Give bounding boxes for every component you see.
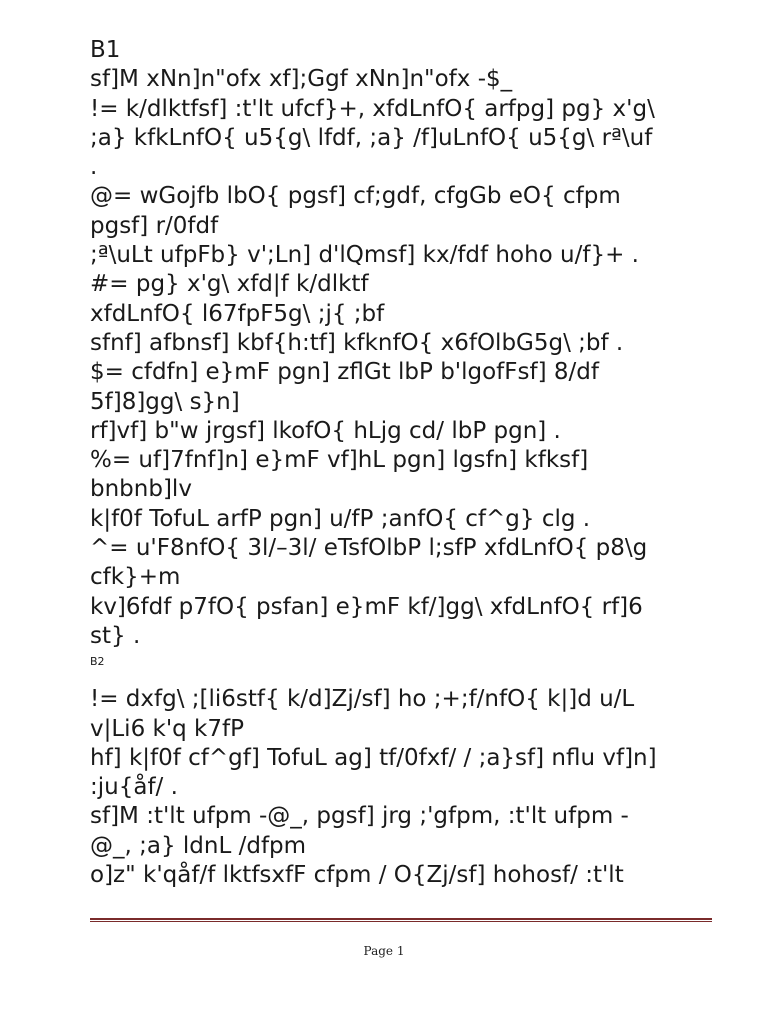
text-line: :ju{åf/ .: [90, 774, 178, 801]
text-line: bnbnb]lv: [90, 476, 192, 503]
footer-divider: [90, 918, 712, 922]
text-line: != dxfg\ ;[li6stf{ k/d]Zj/sf] ho ;+;f/nfO{ k|]d u/L: [90, 686, 635, 713]
section-heading-b2: B2: [90, 655, 105, 669]
text-line: o]z" k'qåf/f lktfsxfF cfpm / O{Zj/sf] hohosf/ :t'lt: [90, 862, 624, 889]
text-line: pgsf] r/0fdf: [90, 212, 219, 239]
text-line: sfnf] afbnsf] kbf{h:tf] kfknfO{ x6fOlbG5g\ ;bf .: [90, 329, 624, 356]
text-line: ;ª\uLt ufpFb} v';Ln] d'lQmsf] kx/fdf hoho u/f}+ .: [90, 242, 639, 269]
section-heading-b1: B1: [90, 37, 121, 63]
text-line: @= wGojfb lbO{ pgsf] cf;gdf, cfgGb eO{ cfpm: [90, 183, 621, 210]
page-number: Page 1: [363, 944, 405, 958]
text-line: #= pg} x'g\ xfd|f k/dlktf: [90, 271, 369, 298]
text-line: ^= u'F8nfO{ 3l/–3l/ eTsfOlbP l;sfP xfdLnfO{ p8\g: [90, 535, 648, 562]
document-body: [90, 36, 720, 890]
text-line: v|Li6 k'q k7fP: [90, 715, 244, 742]
text-line: cfk}+m: [90, 564, 181, 591]
text-line: hf] k|f0f cf^gf] TofuL ag] tf/0fxf/ / ;a}sf] nflu vf]n]: [90, 744, 657, 771]
text-line: sf]M xNn]n"ofx xf];Ggf xNn]n"ofx -$_: [90, 66, 513, 93]
text-line: xfdLnfO{ l67fpF5g\ ;j{ ;bf: [90, 300, 385, 327]
text-line: k|f0f TofuL arfP pgn] u/fP ;anfO{ cf^g} clg .: [90, 505, 591, 532]
text-line: kv]6fdf p7fO{ psfan] e}mF kf/]gg\ xfdLnfO{ rf]6: [90, 593, 643, 620]
text-line: rf]vf] b"w jrgsf] lkofO{ hLjg cd/ lbP pgn] .: [90, 417, 561, 444]
text-line: %= uf]7fnf]n] e}mF vf]hL pgn] lgsfn] kfksf]: [90, 447, 589, 474]
text-line: != k/dlktfsf] :t'lt ufcf}+, xfdLnfO{ arfpg] pg} x'g\: [90, 95, 655, 122]
text-line: .: [90, 154, 98, 181]
text-line: @_, ;a} ldnL /dfpm: [90, 832, 307, 859]
text-line: st} .: [90, 622, 141, 649]
text-line: $= cfdfn] e}mF pgn] zflGt lbP b'lgofFsf] 8/df: [90, 359, 599, 386]
text-line: ;a} kfkLnfO{ u5{g\ lfdf, ;a} /f]uLnfO{ u5{g\ rª\uf: [90, 124, 653, 151]
text-line: 5f]8]gg\ s}n]: [90, 388, 240, 415]
text-line: sf]M :t'lt ufpm -@_, pgsf] jrg ;'gfpm, :t'lt ufpm -: [90, 803, 629, 830]
